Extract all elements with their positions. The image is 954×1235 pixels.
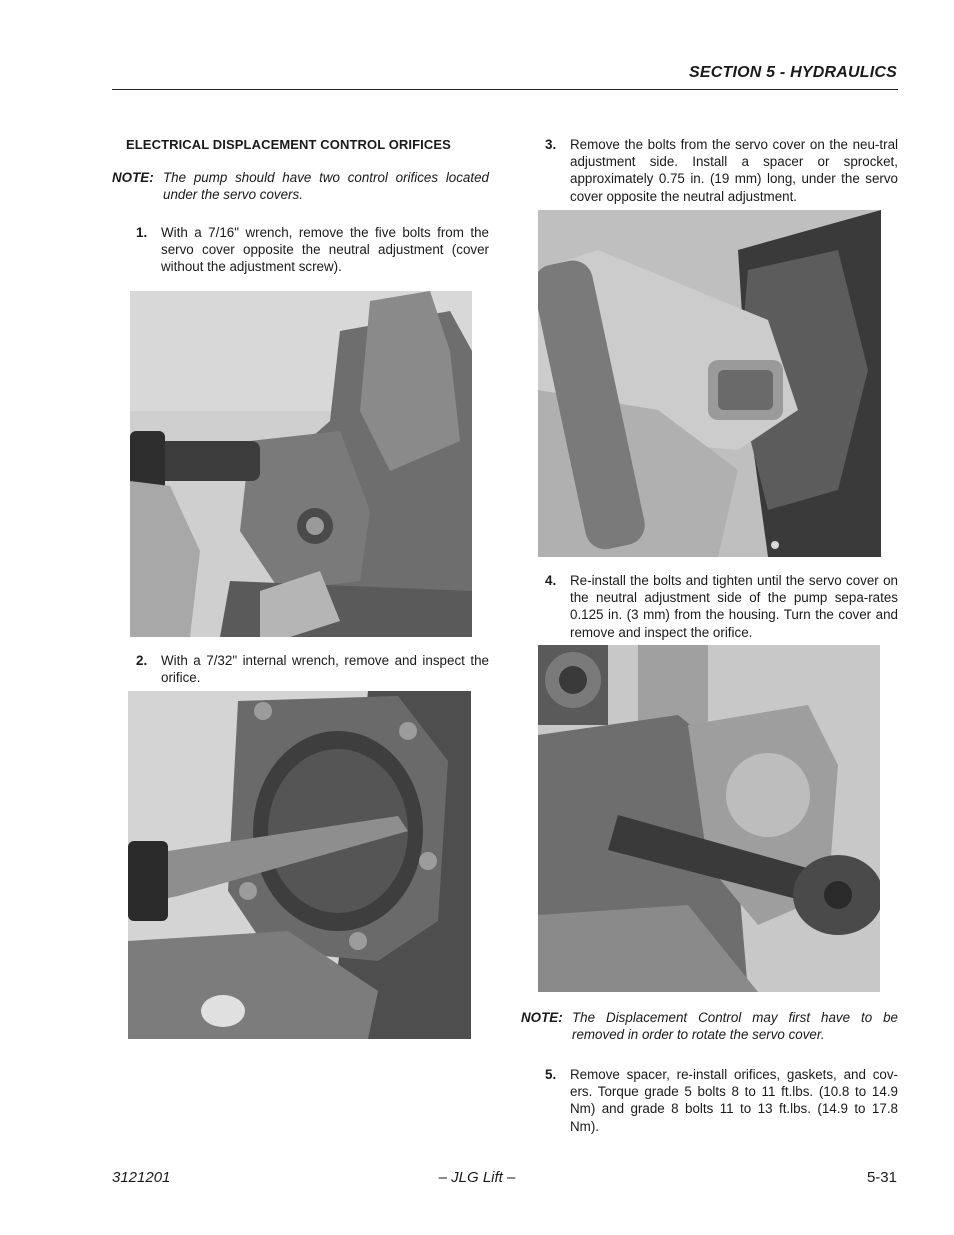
right-column-step4 [521,572,898,641]
photo-internal-wrench-orifice [128,691,471,1039]
note-label: NOTE: [521,1010,563,1025]
footer-brand: – JLG Lift – [438,1169,516,1186]
step-text: With a 7/32" internal wrench, remove and inspect the orifice. [161,653,489,686]
step-number: 4. [545,573,557,588]
step-text: Remove spacer, re-install orifices, gaskets, and cov-ers. Torque grade 5 bolts 8 to 11 ft.lbs. (10.8 to 14.9 Nm) and grade 8 bolts 11 to 13 ft.lbs. (14.9 to 17.8 Nm). [570,1067,898,1134]
right-column-note2 [521,1009,898,1043]
note-control-orifices [112,169,489,203]
step-text: Re-install the bolts and tighten until the servo cover on the neutral adjustment side of the pump sepa-rates 0.125 in. (3 mm) from the housing. Turn the cover and remove and inspect the orifice. [570,573,898,640]
step-1 [112,224,489,276]
photo-spacer-install [538,210,881,557]
section-header: SECTION 5 - HYDRAULICS [689,64,897,81]
left-column-step2 [112,652,489,686]
right-column-step3 [521,136,898,205]
header-rule [112,89,898,90]
step-number: 2. [136,653,148,668]
step-number: 5. [545,1067,557,1082]
step-2 [112,652,489,686]
left-column-intro [112,136,489,275]
footer-doc-number: 3121201 [112,1169,171,1186]
note-displacement-control [521,1009,898,1043]
step-4 [521,572,898,641]
photo-rotate-servo-cover [538,645,880,992]
footer-page-number: 5-31 [866,1169,897,1186]
step-5 [521,1066,898,1135]
photo-wrench-servo-bolts [130,291,472,637]
step-number: 3. [545,137,557,152]
step-text: Remove the bolts from the servo cover on the neu-tral adjustment side. Install a spacer or sprocket, approximately 0.75 in. (19 mm) long, under the servo cover opposite the neutral adjustment. [570,137,898,204]
right-column-step5 [521,1066,898,1135]
step-3 [521,136,898,205]
note-text: The pump should have two control orifices located under the servo covers. [163,170,489,203]
step-number: 1. [136,224,148,240]
step-text: With a 7/16" wrench, remove the five bolts from the servo cover opposite the neutral adjustment (cover without the adjustment screw). [161,224,489,275]
section-title: ELECTRICAL DISPLACEMENT CONTROL ORIFICES [126,137,451,152]
note-text: The Displacement Control may first have to be removed in order to rotate the servo cover. [572,1010,898,1043]
note-label: NOTE: [112,170,154,186]
